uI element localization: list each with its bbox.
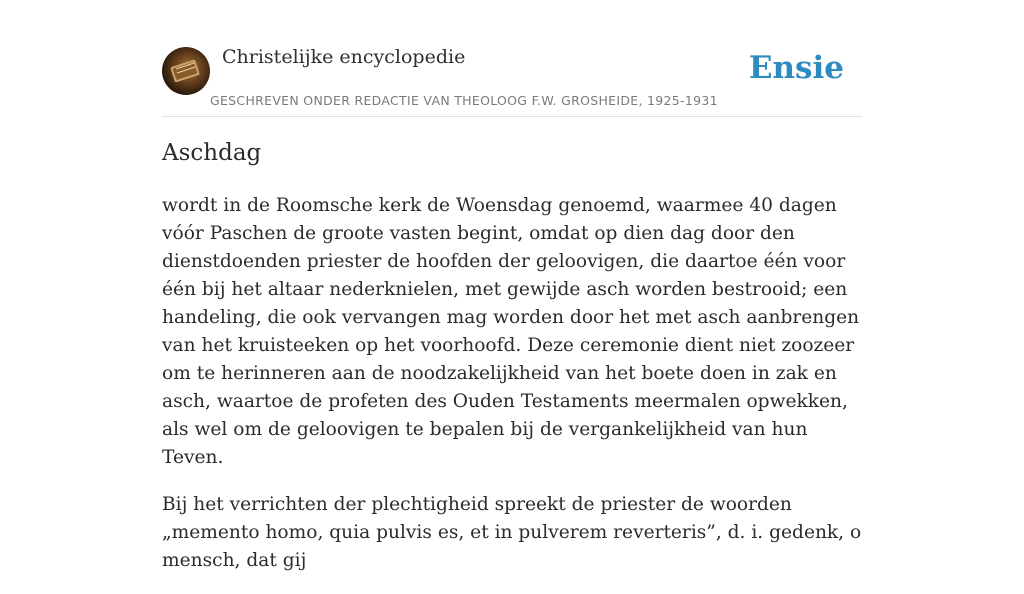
ensie-logo[interactable]: Ensie bbox=[748, 50, 844, 86]
article-paragraph: wordt in de Roomsche kerk de Woensdag genoemd, waarmee 40 dagen vóór Paschen de groote vasten begint, omdat op dien dag door den dienstdoenden priester de hoofden der geloovigen, die daartoe één voor één bij het altaar nederknielen, met gewijde asch worden bestrooid; een handeling, die ook vervangen mag worden door het met asch aanbrengen van het kruisteeken op het voorhoofd. Deze ceremonie dient niet zoozeer om te herinneren aan de noodzakelijkheid van het boete doen in zak en asch, waartoe de profeten des Ouden Testaments meermalen opwekken, als wel om de geloovigen te bepalen bij de vergankelijkheid van hun Teven. bbox=[162, 195, 860, 468]
site-subtitle: GESCHREVEN ONDER REDACTIE VAN THEOLOOG F.W. GROSHEIDE, 1925-1931 bbox=[210, 93, 718, 108]
site-header bbox=[162, 46, 862, 117]
article-paragraph: Bij het verrichten der plechtigheid spreekt de priester de woorden „memento homo, quia pulvis es, et in pulverem reverteris”, d. i. gedenk, o mensch, dat gij bbox=[162, 494, 862, 571]
article-body bbox=[162, 192, 864, 594]
book-photo-icon[interactable] bbox=[162, 47, 210, 95]
site-name[interactable]: Christelijke encyclopedie bbox=[222, 46, 466, 68]
article-title: Aschdag bbox=[162, 140, 262, 166]
